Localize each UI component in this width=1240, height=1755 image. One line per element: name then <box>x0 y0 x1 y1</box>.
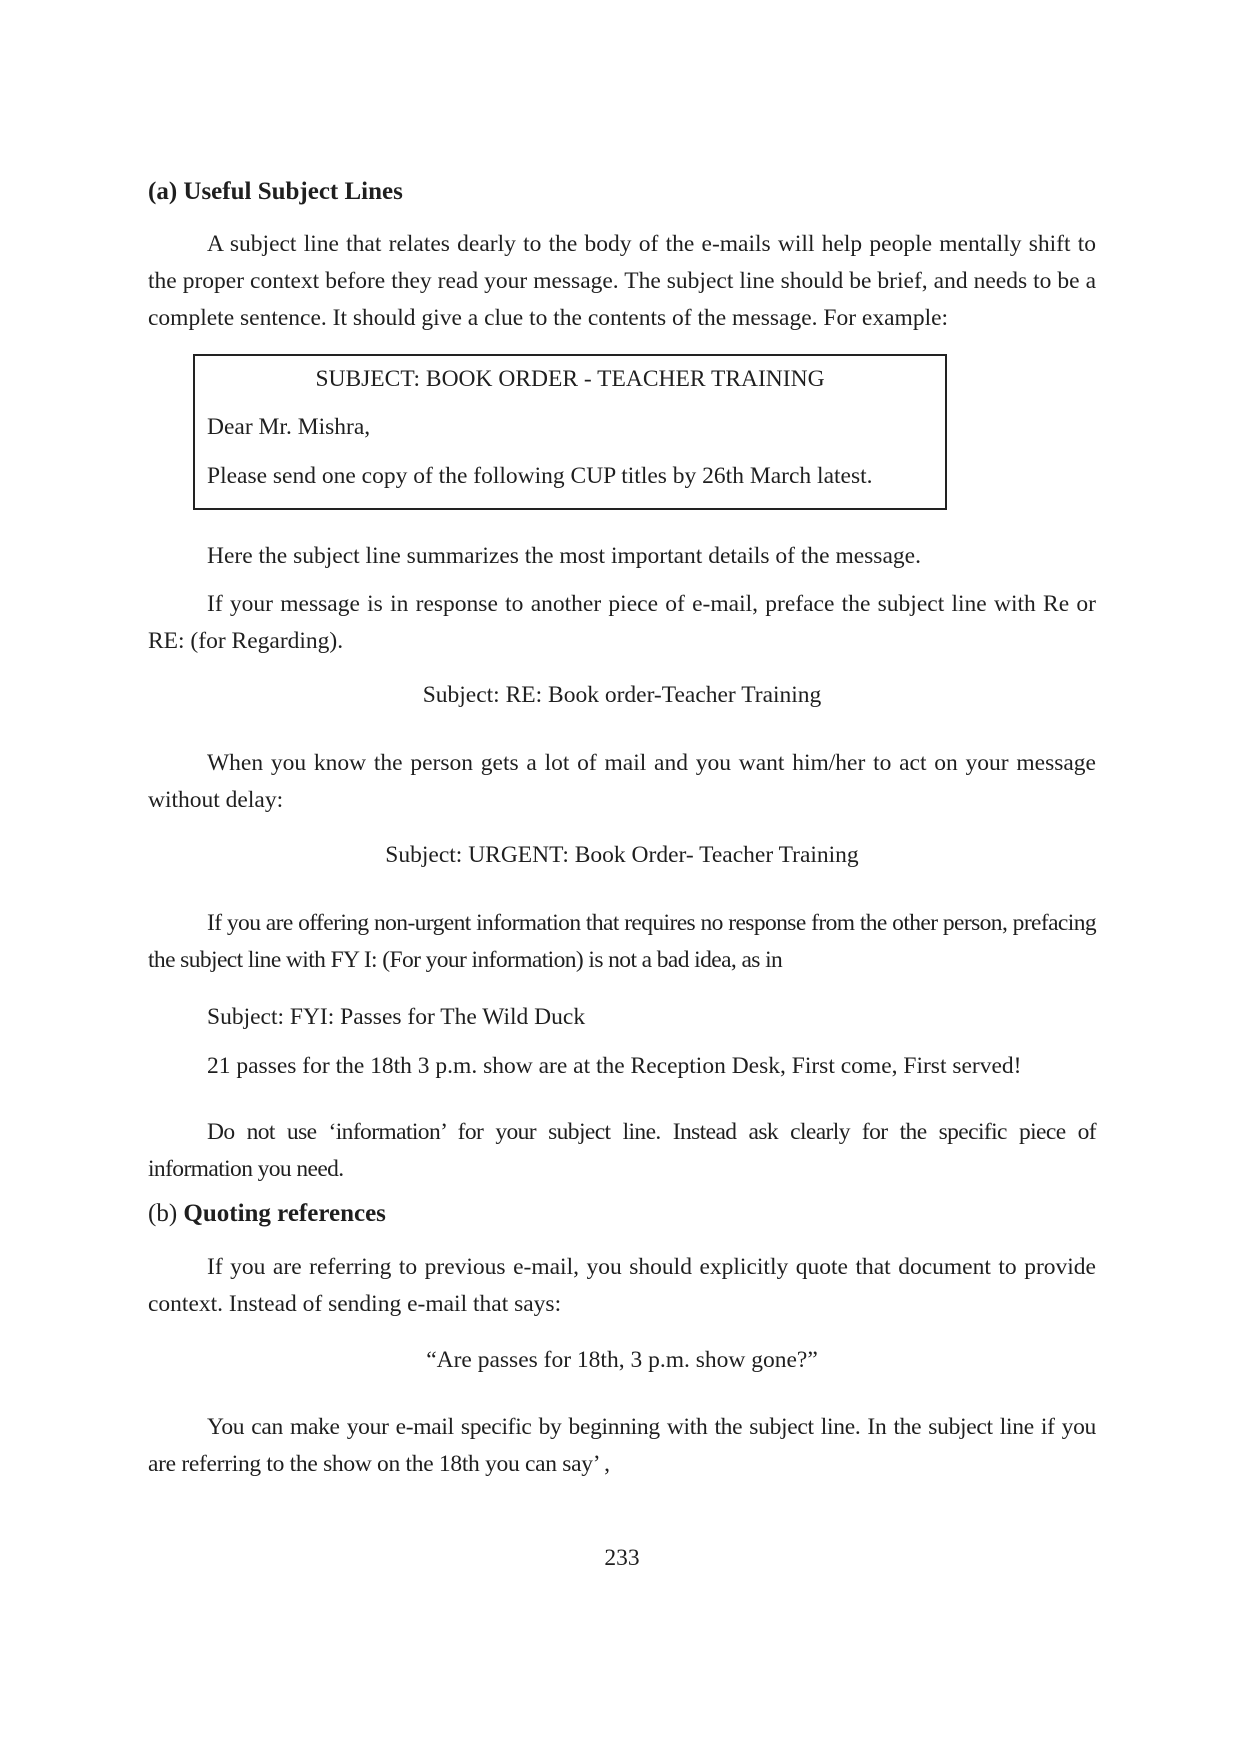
quoting-paragraph: If you are referring to previous e-mail, you should explicitly quote that document to provide context. Instead of sending e-mail that says: <box>148 1254 1096 1317</box>
summary-paragraph: Here the subject line summarizes the most important details of the message. <box>207 543 921 569</box>
information-paragraph: Do not use ‘information’ for your subject line. Instead ask clearly for the specific piece of information you need. <box>148 1119 1096 1182</box>
example-subject: SUBJECT: BOOK ORDER - TEACHER TRAINING <box>315 366 825 392</box>
re-example: Subject: RE: Book order-Teacher Training <box>422 682 822 708</box>
example-email-box <box>193 354 947 510</box>
example-salutation: Dear Mr. Mishra, <box>207 414 371 440</box>
quote-example: “Are passes for 18th, 3 p.m. show gone?” <box>426 1347 818 1373</box>
section-b-title: Quoting references <box>183 1200 386 1227</box>
urgent-example: Subject: URGENT: Book Order- Teacher Training <box>385 842 859 868</box>
urgent-paragraph: When you know the person gets a lot of mail and you want him/her to act on your message without delay: <box>148 750 1096 813</box>
section-b-label: (b) <box>148 1200 178 1227</box>
re-paragraph: If your message is in response to another piece of e-mail, preface the subject line with Re or RE: (for Regarding). <box>148 591 1096 654</box>
fyi-paragraph: If you are offering non-urgent information that requires no response from the other person, prefacing the subject line with FY I: (For your information) is not a bad idea, as in <box>148 910 1096 973</box>
fyi-body: 21 passes for the 18th 3 p.m. show are at the Reception Desk, First come, First served! <box>207 1053 1022 1079</box>
section-a-heading: (a) Useful Subject Lines <box>148 178 403 205</box>
section-b-heading <box>148 1200 1096 1228</box>
intro-paragraph: A subject line that relates dearly to the body of the e-mails will help people mentally shift to the proper context before they read your message. The subject line should be brief, and needs to be a complete sentence. It should give a clue to the contents of the message. For example: <box>148 231 1096 331</box>
specific-paragraph: You can make your e-mail specific by beginning with the subject line. In the subject line if you are referring to the show on the 18th you can say’ , <box>148 1414 1096 1477</box>
example-body: Please send one copy of the following CUP titles by 26th March latest. <box>207 463 873 489</box>
fyi-subject: Subject: FYI: Passes for The Wild Duck <box>207 1004 586 1030</box>
page-number: 233 <box>604 1545 640 1571</box>
